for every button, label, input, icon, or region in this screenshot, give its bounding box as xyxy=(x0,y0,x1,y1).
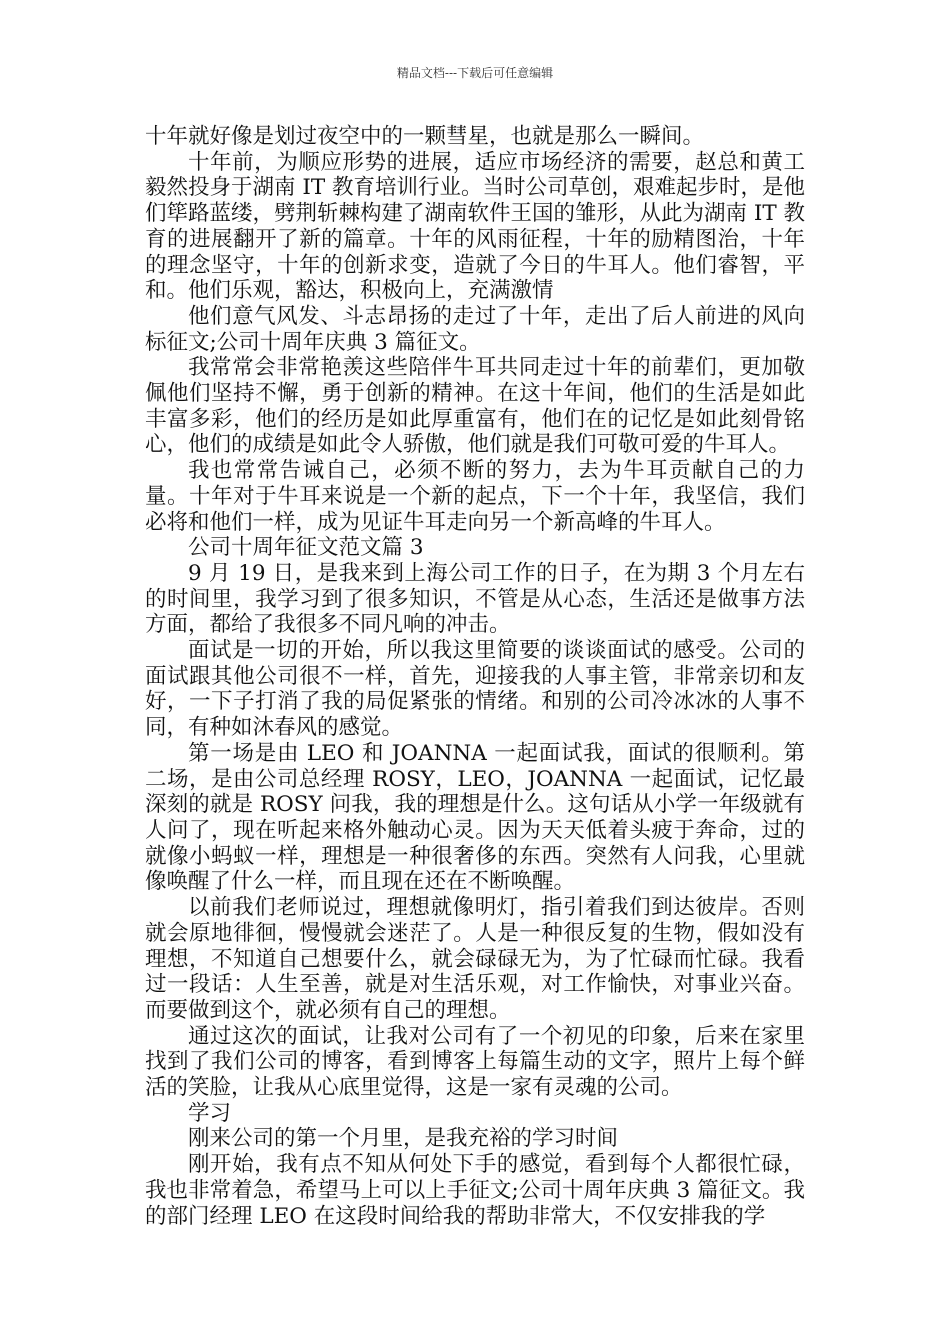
page-header: 精品文档---下载后可任意编辑 xyxy=(396,66,554,80)
paragraph: 9 月 19 日，是我来到上海公司工作的日子，在为期 3 个月左右的时间里，我学习到了很多知识，不管是从心态，生活还是做事方法方面，都给了我很多不同凡响的冲击。 xyxy=(145,560,805,638)
paragraph: 十年就好像是划过夜空中的一颗彗星，也就是那么一瞬间。 xyxy=(145,124,705,149)
section-heading: 学习 xyxy=(188,1100,232,1126)
paragraph: 十年前，为顺应形势的进展，适应市场经济的需要，赵总和黄工毅然投身于湖南 IT 教育培训行业。当时公司草创，艰难起步时，是他们筚路蓝缕，劈荆斩棘构建了湖南软件王国的雏形，从此为湖南 IT 教育的进展翻开了新的篇章。十年的风雨征程，十年的励精图治，十年的理念坚守，十年的创新求变，造就了今日的牛耳人。他们睿智，平和。他们乐观，豁达，积极向上，充满激情 xyxy=(145,149,806,304)
paragraph: 他们意气风发、斗志昂扬的走过了十年，走出了后人前进的风向标征文;公司十周年庆典 3 篇征文。 xyxy=(145,303,805,355)
paragraph: 面试是一切的开始，所以我这里简要的谈谈面试的感受。公司的面试跟其他公司很不一样，首先，迎接我的人事主管，非常亲切和友好，一下子打消了我的局促紧张的情绪。和别的公司冷冰冰的人事不同，有种如沐春风的感觉。 xyxy=(145,638,805,741)
paragraph: 以前我们老师说过，理想就像明灯，指引着我们到达彼岸。否则就会原地徘徊，慢慢就会迷茫了。人是一种很反复的生物，假如没有理想，不知道自己想要什么，就会碌碌无为，为了忙碌而忙碌。我看过一段话：人生至善，就是对生活乐观，对工作愉快，对事业兴奋。而要做到这个，就必须有自己的理想。 xyxy=(145,895,805,1023)
paragraph: 刚来公司的第一个月里，是我充裕的学习时间 xyxy=(188,1126,619,1152)
paragraph: 第一场是由 LEO 和 JOANNA 一起面试我，面试的很顺利。第二场，是由公司总经理 ROSY，LEO，JOANNA 一起面试，记忆最深刻的就是 ROSY 问我，我的理想是什么。这句话从小学一年级就有人问了，现在听起来格外触动心灵。因为天天低着头疲于奔命，过的就像小蚂蚁一样，理想是一种很奢侈的东西。突然有人问我，心里就像唤醒了什么一样，而且现在还在不断唤醒。 xyxy=(145,740,805,895)
paragraph: 通过这次的面试，让我对公司有了一个初见的印象，后来在家里找到了我们公司的博客，看到博客上每篇生动的文字，照片上每个鲜活的笑脸，让我从心底里觉得，这是一家有灵魂的公司。 xyxy=(145,1023,805,1101)
section-heading: 公司十周年征文范文篇 3 xyxy=(188,535,424,561)
paragraph: 我常常会非常艳羡这些陪伴牛耳共同走过十年的前辈们，更加敬佩他们坚持不懈，勇于创新的精神。在这十年间，他们的生活是如此丰富多彩，他们的经历是如此厚重富有，他们在的记忆是如此刻骨铭心，他们的成绩是如此令人骄傲，他们就是我们可敬可爱的牛耳人。 xyxy=(145,355,805,458)
paragraph: 我也常常告诫自己，必须不断的努力，去为牛耳贡献自己的力量。十年对于牛耳来说是一个新的起点，下一个十年，我坚信，我们必将和他们一样，成为见证牛耳走向另一个新高峰的牛耳人。 xyxy=(145,458,805,535)
document-body xyxy=(145,124,805,1229)
paragraph: 刚开始，我有点不知从何处下手的感觉，看到每个人都很忙碌，我也非常着急，希望马上可以上手征文;公司十周年庆典 3 篇征文。我的部门经理 LEO 在这段时间给我的帮助非常大，不仅安排我的学 xyxy=(145,1152,805,1229)
